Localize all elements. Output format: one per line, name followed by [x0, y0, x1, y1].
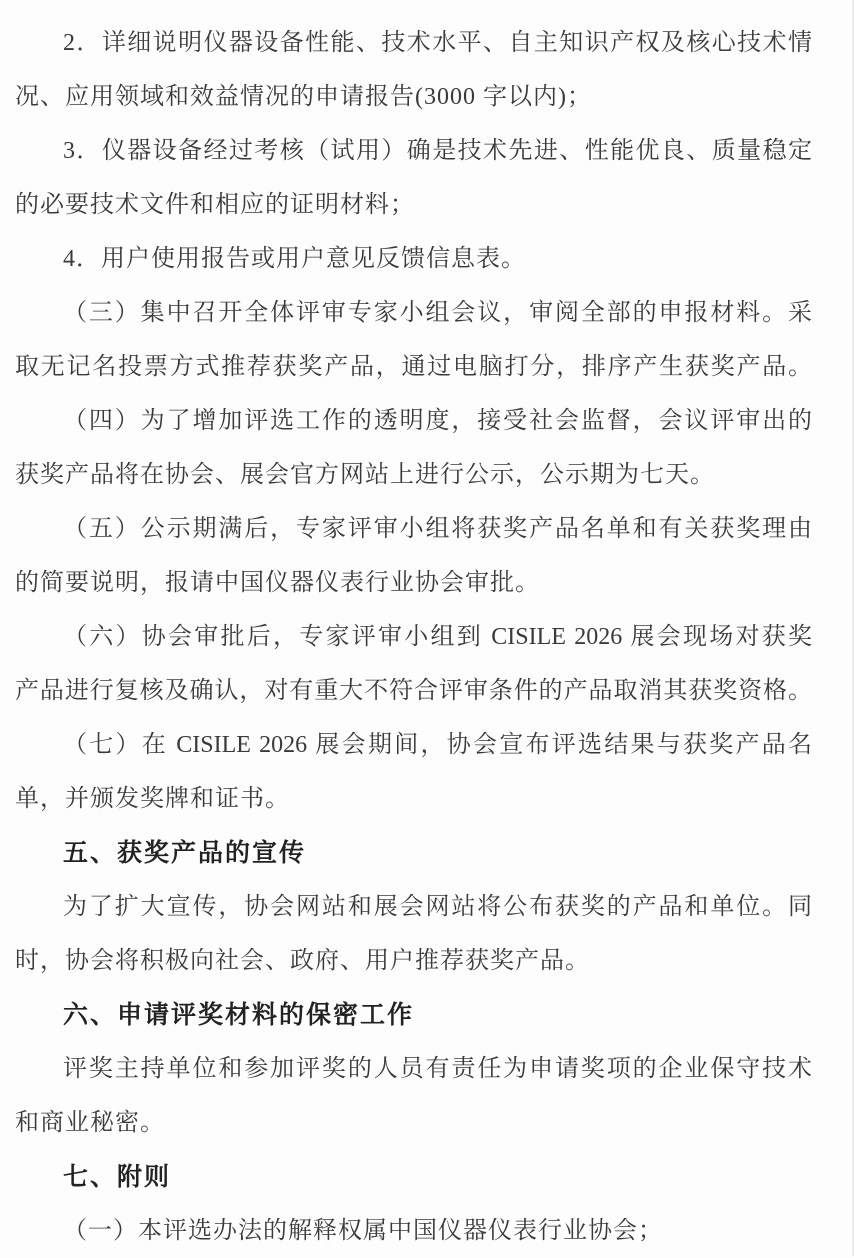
doc-line: （三）集中召开全体评审专家小组会议，审阅全部的申报材料。采 — [63, 300, 812, 326]
doc-line: （六）协会审批后，专家评审小组到 CISILE 2026 展会现场对获奖 — [63, 624, 812, 650]
doc-line: 评奖主持单位和参加评奖的人员有责任为申请奖项的企业保守技术 — [63, 1056, 812, 1082]
doc-line: 况、应用领域和效益情况的申请报告(3000 字以内)； — [15, 84, 592, 110]
doc-line: 和商业秘密。 — [15, 1110, 165, 1136]
section-heading-supplementary-provisions: 七、附则 — [63, 1163, 172, 1191]
section-heading-confidentiality: 六、申请评奖材料的保密工作 — [63, 1001, 415, 1029]
section-heading-awarded-product-publicity: 五、获奖产品的宣传 — [63, 839, 307, 867]
doc-line: 的简要说明，报请中国仪器仪表行业协会审批。 — [15, 570, 540, 596]
doc-line: 3．仪器设备经过考核（试用）确是技术先进、性能优良、质量稳定 — [63, 138, 812, 164]
doc-line: 取无记名投票方式推荐获奖产品，通过电脑打分，排序产生获奖产品。 — [15, 354, 812, 380]
doc-line: 产品进行复核及确认，对有重大不符合评审条件的产品取消其获奖资格。 — [15, 678, 812, 704]
doc-line: （五）公示期满后，专家评审小组将获奖产品名单和有关获奖理由 — [63, 516, 812, 542]
doc-line: 2．详细说明仪器设备性能、技术水平、自主知识产权及核心技术情 — [63, 30, 812, 56]
doc-line: （四）为了增加评选工作的透明度，接受社会监督，会议评审出的 — [63, 408, 812, 434]
doc-line: （七）在 CISILE 2026 展会期间，协会宣布评选结果与获奖产品名 — [63, 732, 812, 758]
doc-line: 时，协会将积极向社会、政府、用户推荐获奖产品。 — [15, 948, 590, 974]
doc-line: 为了扩大宣传，协会网站和展会网站将公布获奖的产品和单位。同 — [63, 894, 812, 920]
doc-line: （一）本评选办法的解释权属中国仪器仪表行业协会； — [63, 1218, 663, 1244]
doc-line: 获奖产品将在协会、展会官方网站上进行公示，公示期为七天。 — [15, 462, 715, 488]
doc-line: 单，并颁发奖牌和证书。 — [15, 786, 290, 812]
doc-line: 4．用户使用报告或用户意见反馈信息表。 — [63, 246, 526, 272]
doc-line: 的必要技术文件和相应的证明材料； — [15, 192, 415, 218]
